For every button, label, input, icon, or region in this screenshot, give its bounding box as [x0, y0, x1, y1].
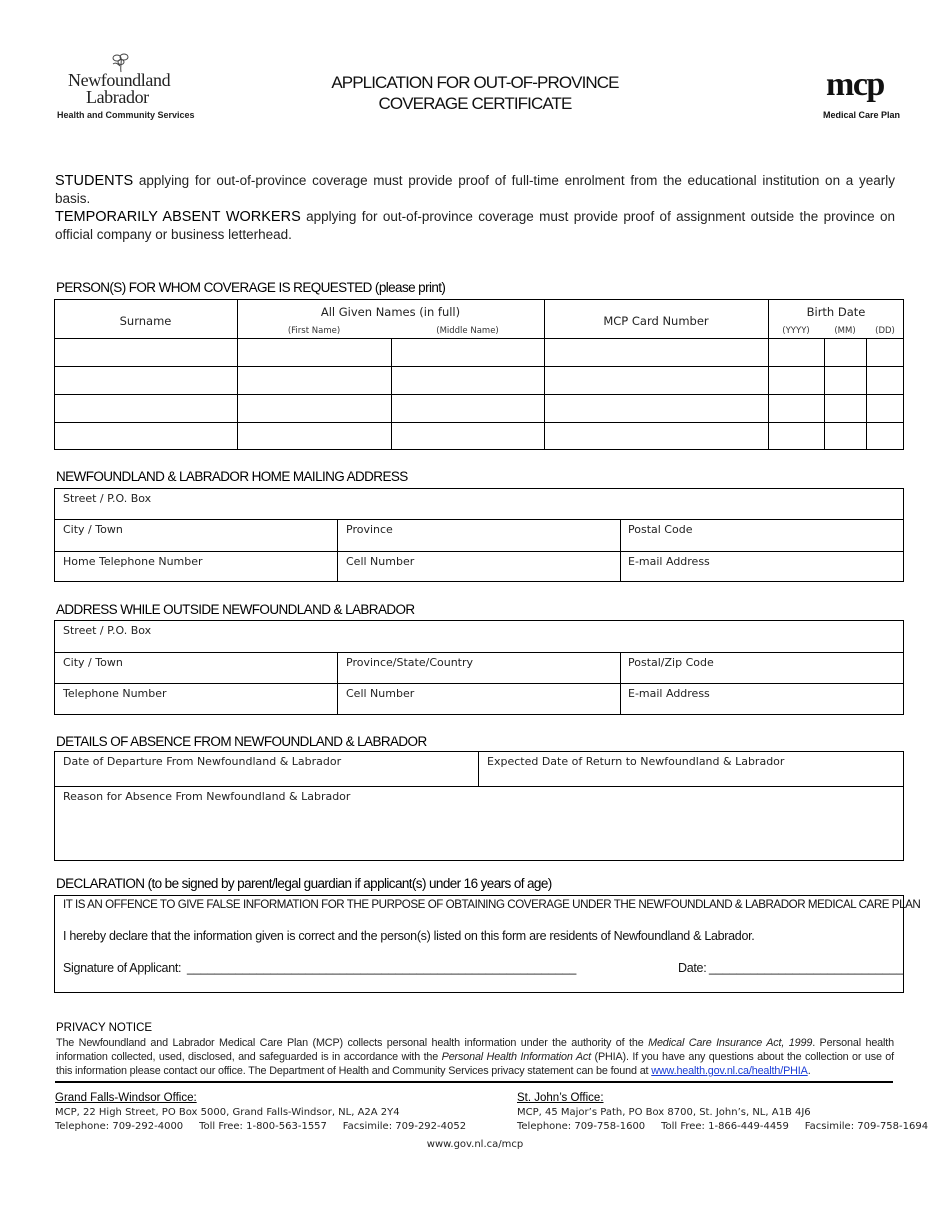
st-johns-office-title: St. John’s Office:: [517, 1092, 604, 1104]
logo-department: Health and Community Services: [57, 110, 195, 120]
students-notice: [55, 172, 895, 207]
outside-email-field[interactable]: E-mail Address: [628, 687, 710, 700]
home-phone-field[interactable]: Home Telephone Number: [63, 555, 203, 568]
outside-cell-field[interactable]: Cell Number: [346, 687, 415, 700]
workers-lead: TEMPORARILY ABSENT WORKERS: [55, 209, 301, 225]
grand-falls-address: MCP, 22 High Street, PO Box 5000, Grand Falls-Windsor, NL, A2A 2Y4: [55, 1107, 400, 1118]
offence-warning: IT IS AN OFFENCE TO GIVE FALSE INFORMATION FOR THE PURPOSE OF OBTAINING COVERAGE UNDER THE NEWFOUNDLAND & LABRADOR MEDICAL CARE PLAN: [63, 898, 921, 911]
page-title-line2: COVERAGE CERTIFICATE: [378, 94, 572, 113]
logo-labrador: Labrador: [86, 87, 149, 107]
col-dd: (DD): [875, 326, 895, 336]
departure-date-field[interactable]: Date of Departure From Newfoundland & Labrador: [63, 755, 342, 768]
col-surname: Surname: [119, 314, 172, 328]
privacy-act-1: Medical Care Insurance Act, 1999: [648, 1037, 813, 1049]
outside-province-field[interactable]: Province/State/Country: [346, 656, 474, 669]
workers-text: applying for out-of-province coverage must provide proof of assignment outside the province on official company or business letterhead.: [55, 209, 895, 242]
person-row-2[interactable]: [55, 367, 904, 394]
logo-newfoundland: Newfoundland: [68, 70, 171, 90]
outside-phone-field[interactable]: Telephone Number: [63, 687, 167, 700]
students-lead: STUDENTS: [55, 173, 134, 189]
grand-falls-phones: Telephone: 709-292-4000 Toll Free: 1-800-563-1557 Facsimile: 709-292-4052: [55, 1121, 467, 1132]
signature-line[interactable]: ________________________________________________________: [187, 961, 577, 975]
home-city-field[interactable]: City / Town: [63, 523, 123, 536]
workers-notice: [55, 208, 895, 243]
absence-section-title: DETAILS OF ABSENCE FROM NEWFOUNDLAND & LABRADOR: [56, 734, 427, 749]
col-yyyy: (YYYY): [782, 326, 810, 336]
return-date-field[interactable]: Expected Date of Return to Newfoundland & Labrador: [487, 755, 785, 768]
col-mm: (MM): [834, 326, 856, 336]
person-row-4[interactable]: [55, 423, 904, 450]
st-johns-address: MCP, 45 Major’s Path, PO Box 8700, St. John’s, NL, A1B 4J6: [517, 1107, 811, 1118]
mcp-logo: mcp: [826, 66, 884, 103]
mcp-subtitle: Medical Care Plan: [823, 110, 901, 120]
footer-url[interactable]: www.gov.nl.ca/mcp: [426, 1139, 524, 1150]
privacy-link[interactable]: www.health.gov.nl.ca/health/PHIA: [651, 1065, 808, 1077]
signature-label: Signature of Applicant:: [63, 961, 182, 975]
grand-falls-office-title: Grand Falls-Windsor Office:: [55, 1092, 197, 1104]
person-row-3[interactable]: [55, 395, 904, 422]
privacy-text-2: . Personal health information collected, used, disclosed, and safeguarded is in accordance with the: [56, 1037, 894, 1063]
declaration-section-title: DECLARATION (to be signed by parent/legal guardian if applicant(s) under 16 years of age): [56, 876, 552, 891]
outside-postal-field[interactable]: Postal/Zip Code: [628, 656, 714, 669]
col-birth-date: Birth Date: [806, 305, 866, 319]
col-mcp-card: MCP Card Number: [603, 314, 709, 328]
home-province-field[interactable]: Province: [346, 523, 393, 536]
date-label: Date:: [678, 961, 707, 975]
col-first-name: (First Name): [287, 326, 341, 336]
privacy-notice-text: [56, 1036, 894, 1078]
home-address-section-title: NEWFOUNDLAND & LABRADOR HOME MAILING ADDRESS: [56, 469, 408, 484]
page-title-line1: APPLICATION FOR OUT-OF-PROVINCE: [331, 73, 619, 92]
privacy-text-4: .: [807, 1065, 811, 1077]
st-johns-phones: Telephone: 709-758-1600 Toll Free: 1-866-449-4459 Facsimile: 709-758-1694: [517, 1121, 929, 1132]
privacy-notice-title: PRIVACY NOTICE: [56, 1022, 153, 1034]
outside-city-field[interactable]: City / Town: [63, 656, 123, 669]
persons-section-title: PERSON(S) FOR WHOM COVERAGE IS REQUESTED (please print): [56, 280, 446, 295]
col-middle-name: (Middle Name): [436, 326, 499, 336]
privacy-act-2: Personal Health Information Act: [441, 1051, 591, 1063]
outside-address-section-title: ADDRESS WHILE OUTSIDE NEWFOUNDLAND & LABRADOR: [56, 602, 415, 617]
home-postal-field[interactable]: Postal Code: [628, 523, 693, 536]
students-text: applying for out-of-province coverage must provide proof of full-time enrolment from the educational institution on a yearly basis.: [55, 173, 895, 206]
privacy-text-3: (PHIA). If you have any questions about the collection or use of this information please contact our office. The Department of Health and Community Services privacy statement can be found at: [56, 1051, 895, 1077]
footer-divider: [55, 1081, 893, 1083]
date-line[interactable]: ____________________________: [709, 961, 904, 975]
home-street-field[interactable]: Street / P.O. Box: [63, 492, 152, 505]
col-given-names: All Given Names (in full): [320, 305, 461, 319]
outside-address-box: [54, 620, 904, 715]
declaration-statement: I hereby declare that the information given is correct and the person(s) listed on this form are residents of Newfoundland & Labrador.: [63, 929, 755, 943]
home-cell-field[interactable]: Cell Number: [346, 555, 415, 568]
privacy-text-1: The Newfoundland and Labrador Medical Care Plan (MCP) collects personal health information under the authority of the: [56, 1037, 649, 1049]
outside-street-field[interactable]: Street / P.O. Box: [63, 624, 152, 637]
person-row-1[interactable]: [55, 339, 904, 366]
home-email-field[interactable]: E-mail Address: [628, 555, 710, 568]
absence-reason-field[interactable]: Reason for Absence From Newfoundland & Labrador: [63, 790, 351, 803]
